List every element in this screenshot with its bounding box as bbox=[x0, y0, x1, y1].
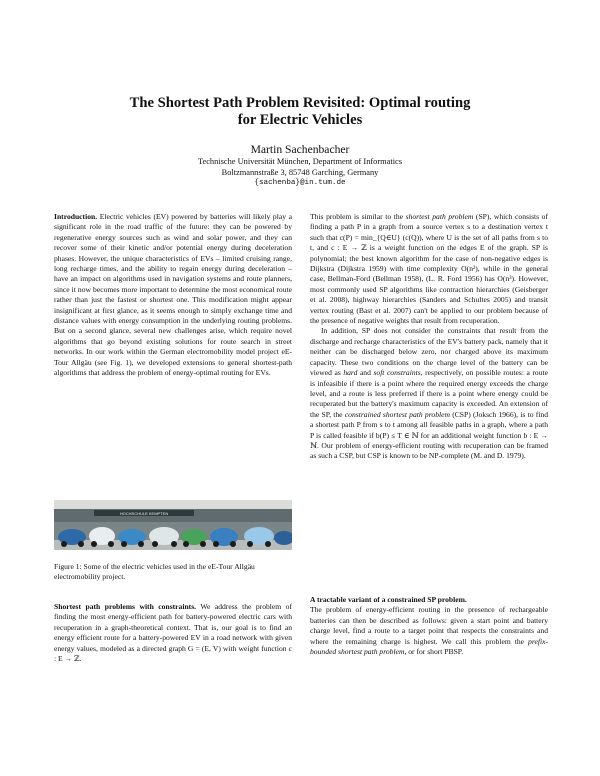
title-line-1: The Shortest Path Problem Revisited: Optimal routing bbox=[129, 95, 471, 111]
email-line: {sachenba}@in.tum.de bbox=[254, 179, 346, 187]
and-word: and bbox=[359, 368, 371, 378]
tractable-text-a: The problem of energy-efficient routing in the presence of rechargeable batteries can then be described as follows: given a start point and battery charge level, find a route to a target point that respects the constraints and where the remaining charge is highest. We call this problem the bbox=[310, 605, 548, 646]
sp-text-b: (SP), which consists of finding a path P in a graph from a source vertex s to a destination vertex t such that c(P) = min_{Q∈U} (c(Q)), where U is the set of all paths from s to t, and c : E → ℤ is a weight function on the edges E of the graph. SP is polynomial; the best known algorithm for the case of non-negative edges is Dijkstra (Dijkstra 1959) with time complexity O(n²), while in the general case, Bellman-Ford (Bellman 1958), (L. R. Ford 1956) has O(n³). However, most commonly used SP algorithms like contraction hierarchies (Geisberger et al. 2008), highway hierarchies (Sanders and Schultes 2005) and transit vertex routing (Bast et al. 2007) can't be applied to our problem because of the presence of negative weights that result from recuperation. bbox=[310, 212, 548, 326]
affiliation-line: Technische Universität München, Department of Informatics bbox=[197, 157, 403, 166]
sp-term: shortest path problem bbox=[405, 212, 474, 221]
section-constraints bbox=[54, 602, 292, 664]
csp-text-a: In addition, SP does not consider the constraints that result from the discharge and recharge characteristics of the EV's battery pack, namely that it neither can be discharged below zero, nor charged above its maximum capacity. These two conditions on the charge level of the battery can be viewed as bbox=[310, 326, 548, 378]
sp-paragraph bbox=[310, 212, 548, 326]
figure-1-photo bbox=[54, 500, 292, 550]
intro-heading: Introduction. bbox=[54, 212, 98, 221]
constraints-paragraph bbox=[54, 602, 292, 664]
soft-term: soft constraints bbox=[373, 368, 421, 378]
tractable-heading: A tractable variant of a constrained SP problem. bbox=[310, 595, 467, 604]
author-affiliation bbox=[60, 156, 540, 189]
title-line-2: for Electric Vehicles bbox=[237, 112, 363, 128]
figure-sign-text: HOCHSCHULE KEMPTEN bbox=[119, 510, 169, 516]
hard-term: hard bbox=[343, 368, 358, 378]
tractable-paragraph bbox=[310, 605, 548, 657]
author-name: Martin Sachenbacher bbox=[250, 143, 350, 156]
left-column bbox=[54, 212, 292, 379]
constraints-text: We address the problem of finding the most energy-efficient path for battery-powered electric cars with recuperation in a graph-theoretical context. That is, our goal is to find an energy efficient route for a battery-powered EV in a road network with given energy values, modeled as a directed graph G = (E, V) with weight function c : E → ℤ. bbox=[54, 602, 292, 664]
paper-title bbox=[60, 95, 540, 129]
intro-text: Electric vehicles (EV) powered by batteries will likely play a significant role in the road traffic of the future: they can be powered by regenerative energy sources such as wind and solar power, and they can recover some of their kinetic and/or potential energy during deceleration phases. However, the unique characteristics of EVs – limited cruising range, long recharge times, and the ability to regain energy during deceleration – have an impact on algorithms used in navigation systems and route planners, since it now becomes more important to determine the most economical route rather than just the fastest or shortest one. This modification might appear insignificant at first glance, as it seems enough to simply exchange time and distance values with energy consumption in the underlying routing problems. But on a second glance, several new challenges arise, which require novel algorithms that go beyond existing solutions for route search in street networks. In our work within the German electromobility model project eE-Tour Allgäu (see Fig. 1), we developed extensions to general shortest-path algorithms that address the problem of energy-optimal routing for EVs. bbox=[54, 212, 292, 378]
csp-term: constrained shortest path problem bbox=[344, 409, 450, 419]
right-column bbox=[310, 212, 548, 462]
csp-text-b: , respectively, on possible routes: a route is infeasible if there is a point where the required energy exceeds the charge level, and a route is less preferred if there is a point where energy could be recuperated but the battery's maximum capacity is exceeded. An extension of the SP, the bbox=[310, 368, 548, 419]
figure-1-caption: Figure 1: Some of the electric vehicles used in the eE-Tour Allgäu electromobility project. bbox=[54, 562, 255, 582]
address-line: Boltzmannstraße 3, 85748 Garching, Germany bbox=[221, 168, 379, 177]
tractable-text-b: , or for short PBSP. bbox=[404, 647, 464, 657]
csp-paragraph bbox=[310, 326, 548, 461]
constraints-heading: Shortest path problems with constraints. bbox=[54, 602, 197, 611]
tractable-heading-line bbox=[310, 595, 548, 605]
pbsp-term: prefix-bounded shortest path problem bbox=[310, 636, 548, 657]
vehicles-photo-illustration bbox=[54, 500, 292, 550]
sp-text-a: This problem is similar to the bbox=[310, 212, 404, 221]
csp-text-c: (CSP) (Joksch 1966), is to find a shortest path P from s to t among all feasible paths in a graph, where a path P is called feasible if b(P) ≤ T ∈ ℕ for an additional weight function b : E → ℕ. Our problem of energy-efficient routing with recuperation can be framed as such a CSP, but CSP is known to be NP-complete (M. and D. 1979). bbox=[310, 409, 548, 461]
section-tractable-variant bbox=[310, 595, 548, 657]
intro-paragraph bbox=[54, 212, 292, 379]
